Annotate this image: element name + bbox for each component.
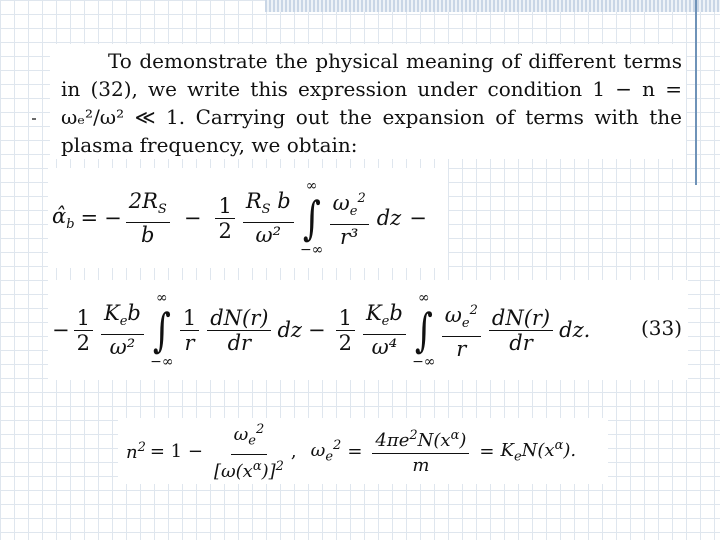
eq1-minus-2: − bbox=[183, 206, 202, 230]
equation-3 bbox=[118, 418, 608, 484]
eq1-frac-rs-b-over-w2: $\frac{R_S b}{\text{ω²}}$ bbox=[243, 189, 294, 247]
eq1-frac-2rs-over-b: $\frac{2R_S}{b}$ bbox=[126, 189, 170, 247]
eq1-dz: dz bbox=[376, 206, 402, 230]
vertical-accent-line bbox=[695, 0, 697, 185]
eq3-equals-2: = bbox=[347, 440, 363, 462]
eq1-frac-half: $\frac{1}{2}$ bbox=[215, 194, 234, 243]
top-decorative-bar bbox=[265, 0, 720, 12]
eq2-frac-dn-dr-1: $\frac{dN(r)}{dr}$ bbox=[207, 306, 271, 355]
eq1-equals: = bbox=[80, 206, 99, 230]
eq3-frac-plasma: $\frac{4\pi e^2N(x^\alpha)}{m}$ bbox=[372, 424, 469, 478]
eq2-frac-we2-over-r: $\frac{\omega_e^2}{r}$ bbox=[442, 299, 481, 361]
eq1-trailing-minus: − bbox=[409, 206, 427, 230]
eq2-frac-dn-dr-2: $\frac{dN(r)}{dr}$ bbox=[489, 306, 553, 355]
slide-marker bbox=[32, 118, 36, 120]
eq2-integral-sign-1: ∞ ∫ −∞ bbox=[150, 290, 174, 370]
eq2-frac-keb-over-w2: $\frac{K_eb}{\text{ω²}}$ bbox=[101, 301, 144, 359]
eq2-dz-2: dz. bbox=[559, 318, 591, 342]
eq3-we-squared: $\omega_e^2$ bbox=[310, 437, 342, 465]
eq1-frac-we2-over-r3: $\frac{\omega_e^2}{\text{r³}}$ bbox=[330, 187, 369, 249]
eq2-frac-half-1: $\frac{1}{2}$ bbox=[74, 306, 93, 355]
eq2-frac-half-2: $\frac{1}{2}$ bbox=[336, 306, 355, 355]
equation-1 bbox=[48, 168, 448, 268]
equation-number: (33) bbox=[640, 316, 682, 340]
eq3-rhs: $K_eN(x^\alpha)$. bbox=[500, 437, 577, 465]
eq3-n-squared: $n^2$ bbox=[126, 439, 146, 463]
eq3-equals-3: = bbox=[479, 440, 495, 462]
eq3-frac-we2-over-wx: $\frac{\omega_e^2}{[\omega(x^\alpha)]^2}$ bbox=[211, 418, 287, 484]
eq2-leading-minus: − bbox=[52, 318, 70, 342]
eq2-frac-keb-over-w4: $\frac{K_eb}{\text{ω⁴}}$ bbox=[363, 301, 406, 359]
intro-paragraph: To demonstrate the physical meaning of different terms in (32), we write this expression under condition 1 − n = ωₑ²/ω² ≪ 1. Carrying out the expansion of terms with the plasma frequency, we obtain: bbox=[61, 49, 682, 157]
intro-paragraph-block bbox=[50, 44, 686, 159]
eq2-dz-1: dz bbox=[277, 318, 302, 342]
eq3-equals-one-minus: = 1 − bbox=[149, 440, 203, 462]
eq2-frac-1-over-r: $\frac{1}{r}$ bbox=[180, 306, 199, 355]
eq1-minus-1: − bbox=[104, 206, 122, 230]
eq2-integral-sign-2: ∞ ∫ −∞ bbox=[412, 290, 436, 370]
eq2-minus: − bbox=[307, 318, 326, 342]
equation-2 bbox=[48, 280, 688, 380]
eq1-integral-sign: ∞ ∫ −∞ bbox=[299, 178, 324, 258]
eq3-comma: , bbox=[290, 440, 297, 462]
eq1-lhs: $\alphâ_b$ bbox=[52, 203, 75, 233]
